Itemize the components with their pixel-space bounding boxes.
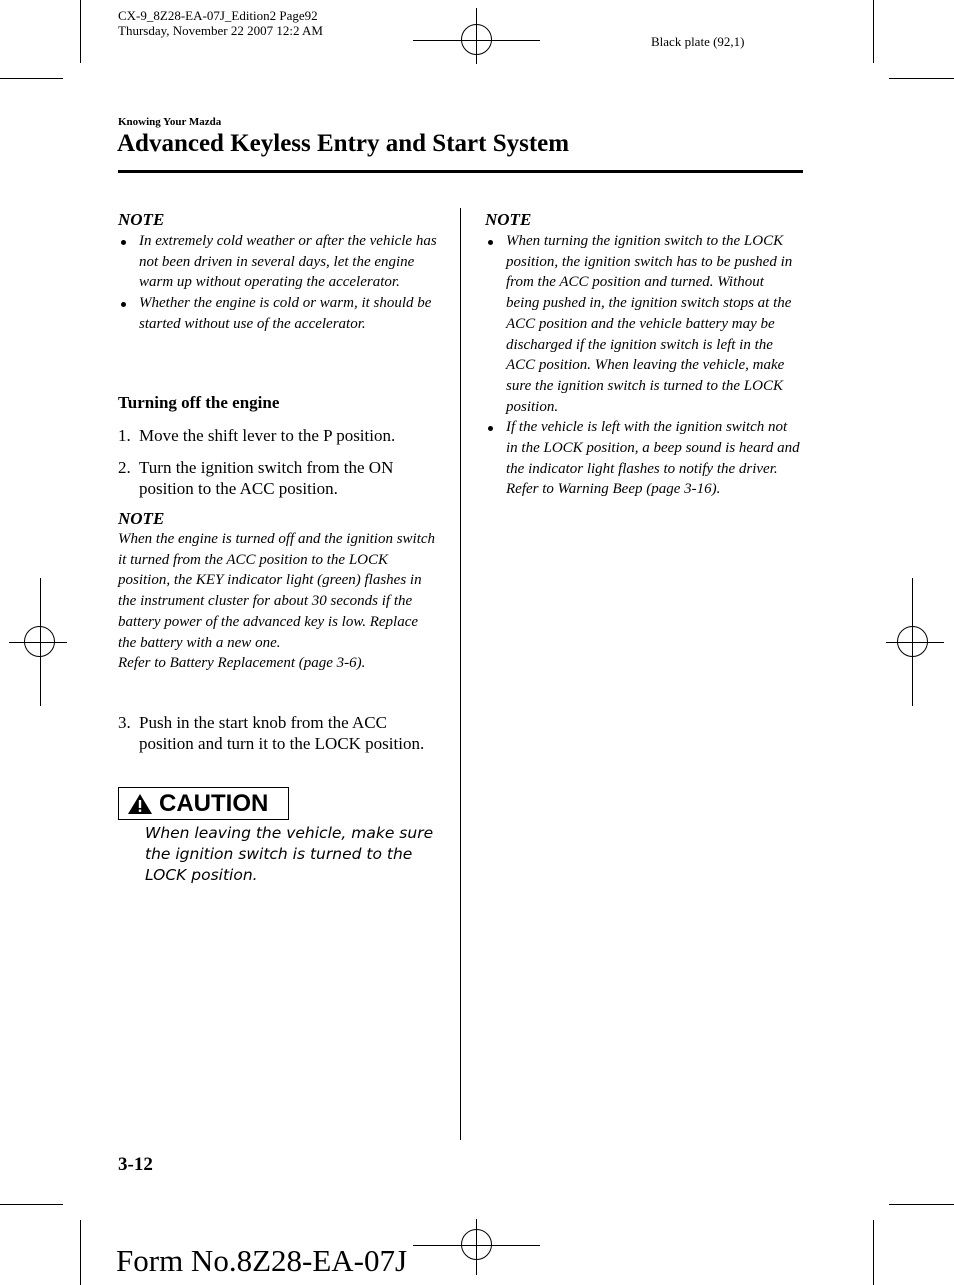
note-heading: NOTE	[118, 210, 165, 229]
step-text: Turn the ignition switch from the ON position to the ACC position.	[139, 458, 394, 498]
note-item: If the vehicle is left with the ignition switch not in the LOCK position, a beep sound is heard and the indicator light flashes to notify the driver.	[485, 417, 800, 479]
note-reference: Refer to Warning Beep (page 3-16).	[506, 481, 721, 498]
print-slug	[118, 8, 323, 38]
subheading-turning-off: Turning off the engine	[118, 393, 280, 412]
note-heading: NOTE	[118, 509, 165, 528]
note-list	[485, 231, 800, 479]
note-body: When the engine is turned off and the ignition switch it turned from the ACC position to the LOCK position, the KEY indicator light (green) flashes in the instrument cluster for about 30 seconds if the battery power of the advanced key is low. Replace the battery with a new one.	[118, 531, 436, 651]
slug-line-2: Thursday, November 22 2007 12:2 AM	[118, 23, 323, 38]
title-rule	[118, 170, 803, 173]
step-text: Push in the start knob from the ACC position and turn it to the LOCK position.	[139, 713, 425, 753]
page-title: Advanced Keyless Entry and Start System	[117, 130, 570, 157]
step-2	[118, 457, 440, 499]
caution-box	[118, 787, 289, 820]
step-3	[118, 712, 440, 754]
plate-label: Black plate (92,1)	[651, 34, 745, 49]
page-number: 3-12	[118, 1154, 153, 1175]
note-reference: Refer to Battery Replacement (page 3-6).	[118, 655, 366, 672]
note-list	[118, 231, 440, 335]
note-item: Whether the engine is cold or warm, it should be started without use of the accelerator.	[118, 293, 440, 334]
note-item: When turning the ignition switch to the LOCK position, the ignition switch has to be pushed in from the ACC position and turned. Without being pushed in, the ignition switch stops at the ACC position and the vehicle battery may be discharged if the ignition switch is left in the ACC position. When leaving the vehicle, make sure the ignition switch is turned to the LOCK position.	[485, 231, 800, 417]
step-number: 3.	[118, 713, 131, 732]
column-divider	[460, 208, 461, 1140]
warning-triangle-icon	[127, 793, 153, 815]
note-ignition-lock	[485, 210, 800, 500]
step-number: 2.	[118, 458, 131, 477]
caution-text: When leaving the vehicle, make sure the ignition switch is turned to the LOCK position.	[145, 824, 434, 884]
note-battery	[118, 509, 440, 674]
note-item: In extremely cold weather or after the vehicle has not been driven in several days, let the engine warm up without operating the accelerator.	[118, 231, 440, 293]
step-number: 1.	[118, 426, 131, 445]
slug-line-1: CX-9_8Z28-EA-07J_Edition2 Page92	[118, 8, 318, 23]
caution-label: CAUTION	[159, 789, 269, 817]
section-label: Knowing Your Mazda	[118, 116, 222, 128]
note-heading: NOTE	[485, 210, 532, 229]
note-cold-weather	[118, 210, 440, 335]
step-1	[118, 425, 440, 446]
step-text: Move the shift lever to the P position.	[139, 426, 396, 445]
form-number: Form No.8Z28-EA-07J	[116, 1243, 408, 1278]
